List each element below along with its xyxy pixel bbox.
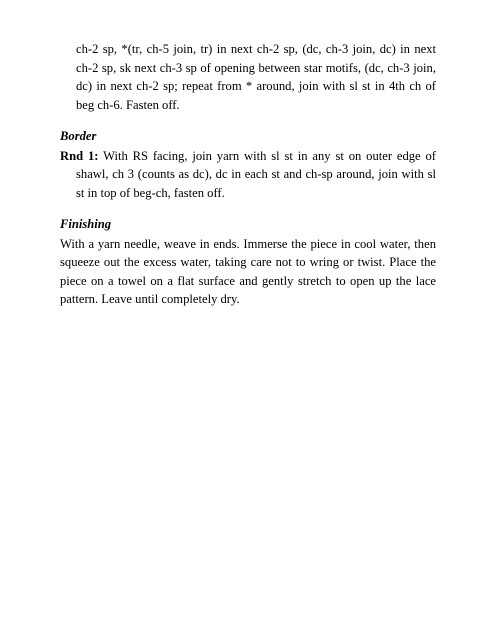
border-round-1 — [60, 147, 436, 203]
continued-instructions: ch-2 sp, *(tr, ch-5 join, tr) in next ch-2 sp, (dc, ch-3 join, dc) in next ch-2 sp, sk next ch-3 sp of opening between star motifs, (dc, ch-3 join, dc) in next ch-2 sp; repeat from * around, join with sl st in 4th ch of beg ch-6. Fasten off. — [76, 42, 436, 112]
round-instructions: With RS facing, join yarn with sl st in any st on outer edge of shawl, ch 3 (counts as dc), dc in each st and ch-sp around, join with sl st in top of beg-ch, fasten off. — [76, 148, 436, 200]
page-content — [60, 40, 436, 309]
round-label: Rnd 1: — [60, 148, 99, 163]
finishing-heading: Finishing — [60, 217, 112, 231]
finishing-paragraph: With a yarn needle, weave in ends. Immerse the piece in cool water, then squeeze out the excess water, taking care not to wring or twist. Place the piece on a towel on a flat surface and gently stretch to open up the lace pattern. Leave until completely dry. — [60, 236, 436, 306]
border-heading: Border — [60, 129, 97, 143]
